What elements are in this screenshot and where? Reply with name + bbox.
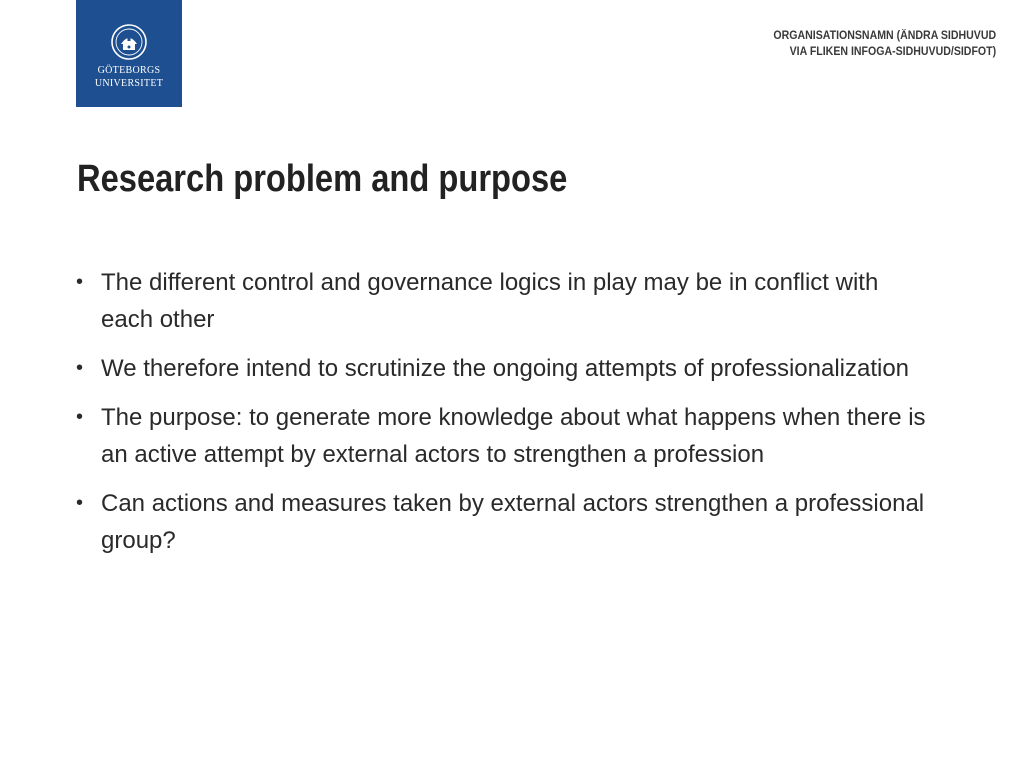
- logo-text-line-2: UNIVERSITET: [94, 78, 164, 89]
- bullet-text: The different control and governance logics in play may be in conflict with each other: [101, 269, 879, 333]
- organisation-header: [773, 28, 996, 60]
- logo-text-line-1: GÖTEBORGS: [97, 65, 161, 76]
- bullet-text: We therefore intend to scrutinize the ongoing attempts of professionalization: [101, 355, 910, 382]
- bullet-item: [76, 399, 926, 473]
- bullet-marker: •: [76, 271, 84, 293]
- bullet-item: [76, 350, 926, 387]
- bullet-marker: •: [76, 357, 84, 379]
- bullet-marker: •: [76, 406, 84, 428]
- bullet-list: [76, 264, 926, 571]
- bullet-item: [76, 485, 926, 559]
- bullet-marker: •: [76, 492, 84, 514]
- bullet-text: Can actions and measures taken by external actors strengthen a professional group?: [101, 490, 925, 554]
- bullet-text: The purpose: to generate more knowledge about what happens when there is an active attempt by external actors to strengthen a profession: [101, 404, 926, 468]
- university-seal-icon: [111, 24, 147, 60]
- slide-title: Research problem and purpose: [77, 158, 568, 200]
- organisation-header-line-2: VIA FLIKEN INFOGA-SIDHUVUD/SIDFOT): [789, 46, 996, 58]
- bullet-item: [76, 264, 926, 338]
- organisation-header-line-1: ORGANISATIONSNAMN (ÄNDRA SIDHUVUD: [773, 30, 996, 42]
- university-logo: [76, 0, 182, 107]
